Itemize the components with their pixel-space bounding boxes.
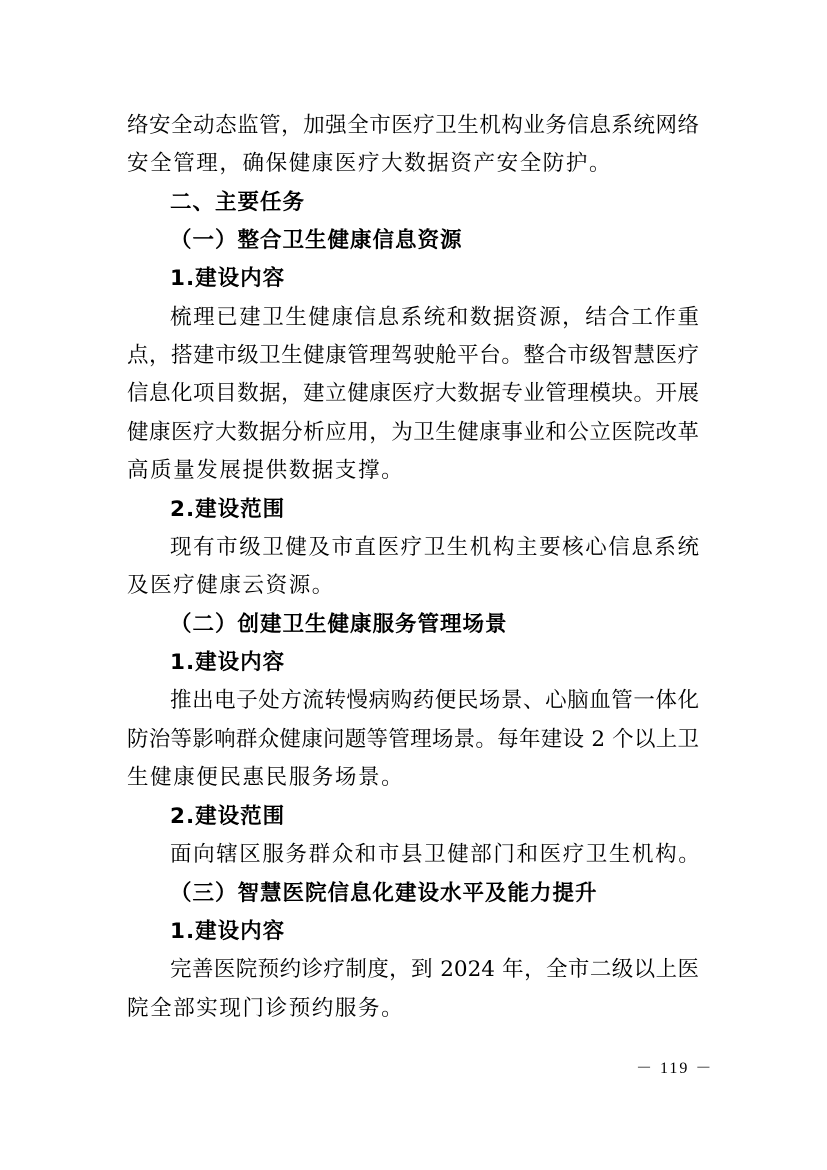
body-text-line: 面向辖区服务群众和市县卫健部门和医疗卫生机构。 <box>170 842 702 867</box>
body-text-line: 及医疗健康云资源。 <box>127 573 335 598</box>
subsection-heading: （二）创建卫生健康服务管理场景 <box>170 612 508 637</box>
body-text-line: 梳理已建卫生健康信息系统和数据资源，结合工作重 <box>170 305 699 330</box>
item-heading: 2.建设范围 <box>170 497 286 522</box>
body-text-line: 生健康便民惠民服务场景。 <box>127 765 405 790</box>
body-text-line: 点，搭建市级卫生健康管理驾驶舱平台。整合市级智慧医疗 <box>127 343 699 368</box>
body-text-line: 完善医院预约诊疗制度，到 2024 年，全市二级以上医 <box>170 957 699 982</box>
body-text-line: 络安全动态监管，加强全市医疗卫生机构业务信息系统网络 <box>127 113 699 138</box>
body-text-line: 防治等影响群众健康问题等管理场景。每年建设 2 个以上卫 <box>127 727 699 752</box>
item-heading: 2.建设范围 <box>170 804 286 829</box>
body-text-line: 现有市级卫健及市直医疗卫生机构主要核心信息系统 <box>170 535 699 560</box>
item-heading: 1.建设内容 <box>170 919 286 944</box>
body-text-line: 健康医疗大数据分析应用，为卫生健康事业和公立医院改革 <box>127 420 699 445</box>
subsection-heading: （三）智慧医院信息化建设水平及能力提升 <box>170 881 598 906</box>
body-text-line: 推出电子处方流转慢病购药便民场景、心脑血管一体化 <box>170 688 699 713</box>
subsection-heading: （一）整合卫生健康信息资源 <box>170 228 463 253</box>
body-text-line: 信息化项目数据，建立健康医疗大数据专业管理模块。开展 <box>127 381 699 406</box>
body-text-line: 高质量发展提供数据支撑。 <box>127 458 405 483</box>
item-heading: 1.建设内容 <box>170 266 286 291</box>
body-text-line: 安全管理，确保健康医疗大数据资产安全防护。 <box>127 151 613 176</box>
body-text-line: 院全部实现门诊预约服务。 <box>127 996 405 1021</box>
item-heading: 1.建设内容 <box>170 650 286 675</box>
page-number: － 119 － <box>636 1060 714 1077</box>
section-heading: 二、主要任务 <box>170 190 306 215</box>
